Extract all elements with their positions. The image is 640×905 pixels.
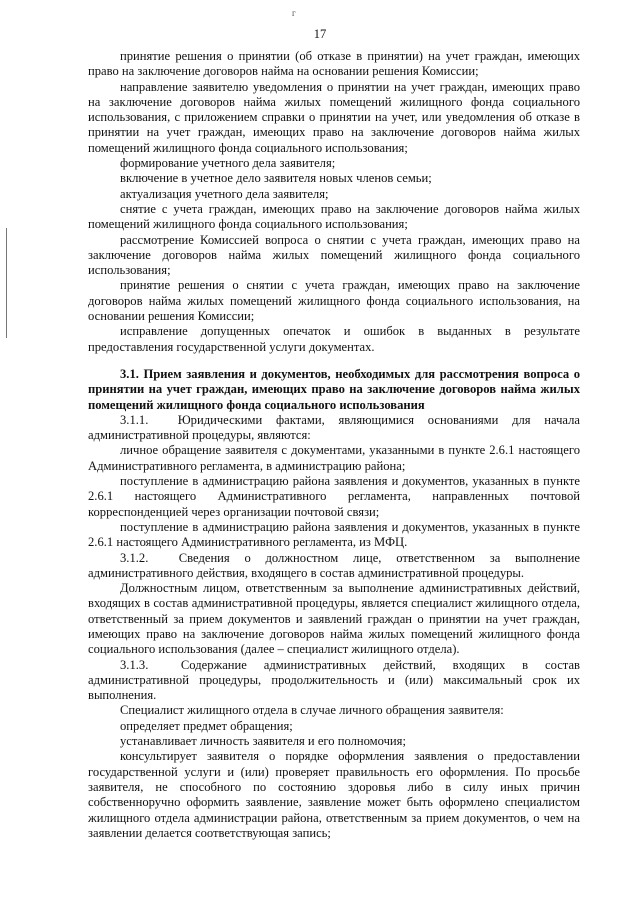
paragraph: направление заявителю уведомления о принятии на учет граждан, имеющих право на заключение договоров найма жилых помещений жилищного фонда социального использования, с приложением справки о принятии на учет, или уведомления об отказе в принятии на учет граждан, имеющих право на заключение договоров найма жилых помещений жилищного фонда социального использования; [88,79,580,155]
numbered-paragraph [88,413,580,444]
clause-number: 3.1.3. [120,657,149,672]
paragraph: консультирует заявителя о порядке оформления заявления о предоставлении государственной услуги и (или) проверяет правильность его оформления. По просьбе заявителя, не способного по состоянию здоровья либо в силу иных причин собственноручно оформить заявление, заявление может быть оформлено специалистом жилищного отдела администрации района, ответственным за прием документов, о чем на заявлении делается соответствующая запись; [88,749,580,840]
numbered-paragraph [88,551,580,582]
paragraph: поступление в администрацию района заявления и документов, указанных в пункте 2.6.1 настоящего Административного регламента, направленных почтовой корреспонденцией через организации почтовой связи; [88,474,580,519]
paragraph: определяет предмет обращения; [120,718,293,733]
paragraph: устанавливает личность заявителя и его полномочия; [120,734,406,749]
paragraph: Должностным лицом, ответственным за выполнение административных действий, входящих в состав административной процедуры, является специалист жилищного отдела, ответственный за прием документов и заявлений граждан о принятии на учет граждан, имеющих право на заключение договоров найма жилых помещений жилищного фонда социального использования (далее – специалист жилищного отдела). [88,581,580,657]
paragraph: снятие с учета граждан, имеющих право на заключение договоров найма жилых помещений жилищного фонда социального использования; [88,201,580,232]
paragraph: включение в учетное дело заявителя новых членов семьи; [120,171,432,186]
paragraph: Специалист жилищного отдела в случае личного обращения заявителя: [120,703,504,718]
clause-text: Содержание административных действий, входящих в состав административной процедуры, продолжительность и (или) максимальный срок их выполнения. [88,657,580,703]
section-spacer [88,355,580,367]
paragraph: формирование учетного дела заявителя; [120,156,336,171]
scan-margin-line [6,228,7,338]
clause-text: Юридическими фактами, являющимися основаниями для начала административной процедуры, являются: [88,412,580,443]
clause-text: Сведения о должностном лице, ответственном за выполнение административного действия, входящего в состав административной процедуры. [88,550,581,580]
paragraph: принятие решения о снятии с учета граждан, имеющих право на заключение договоров найма жилых помещений жилищного фонда социального использования, на основании решения Комиссии; [88,278,580,324]
paragraph: принятие решения о принятии (об отказе в принятии) на учет граждан, имеющих право на заключение договоров найма на основании решения Комиссии; [88,49,580,79]
clause-number: 3.1.1. [120,412,149,427]
paragraph: исправление допущенных опечаток и ошибок в выданных в результате предоставления государственной услуги документах. [88,324,580,354]
clause-number: 3.1.2. [120,550,149,565]
document-body [88,49,580,841]
paragraph: личное обращение заявителя с документами, указанными в пункте 2.6.1 настоящего Административного регламента, в администрацию района; [88,443,580,473]
scan-mark: г [292,8,296,18]
paragraph: рассмотрение Комиссией вопроса о снятии с учета граждан, имеющих право на заключение договоров найма жилых помещений жилищного фонда социального использования; [88,232,580,278]
paragraph: актуализация учетного дела заявителя; [120,186,329,201]
section-heading: 3.1. Прием заявления и документов, необходимых для рассмотрения вопроса о принятии на учет граждан, имеющих право на заключение договоров найма жилых помещений жилищного фонда социального использования [88,366,580,412]
paragraph: поступление в администрацию района заявления и документов, указанных в пункте 2.6.1 настоящего Административного регламента, из МФЦ. [88,519,580,550]
numbered-paragraph [88,658,580,704]
page-number: 17 [313,27,327,41]
